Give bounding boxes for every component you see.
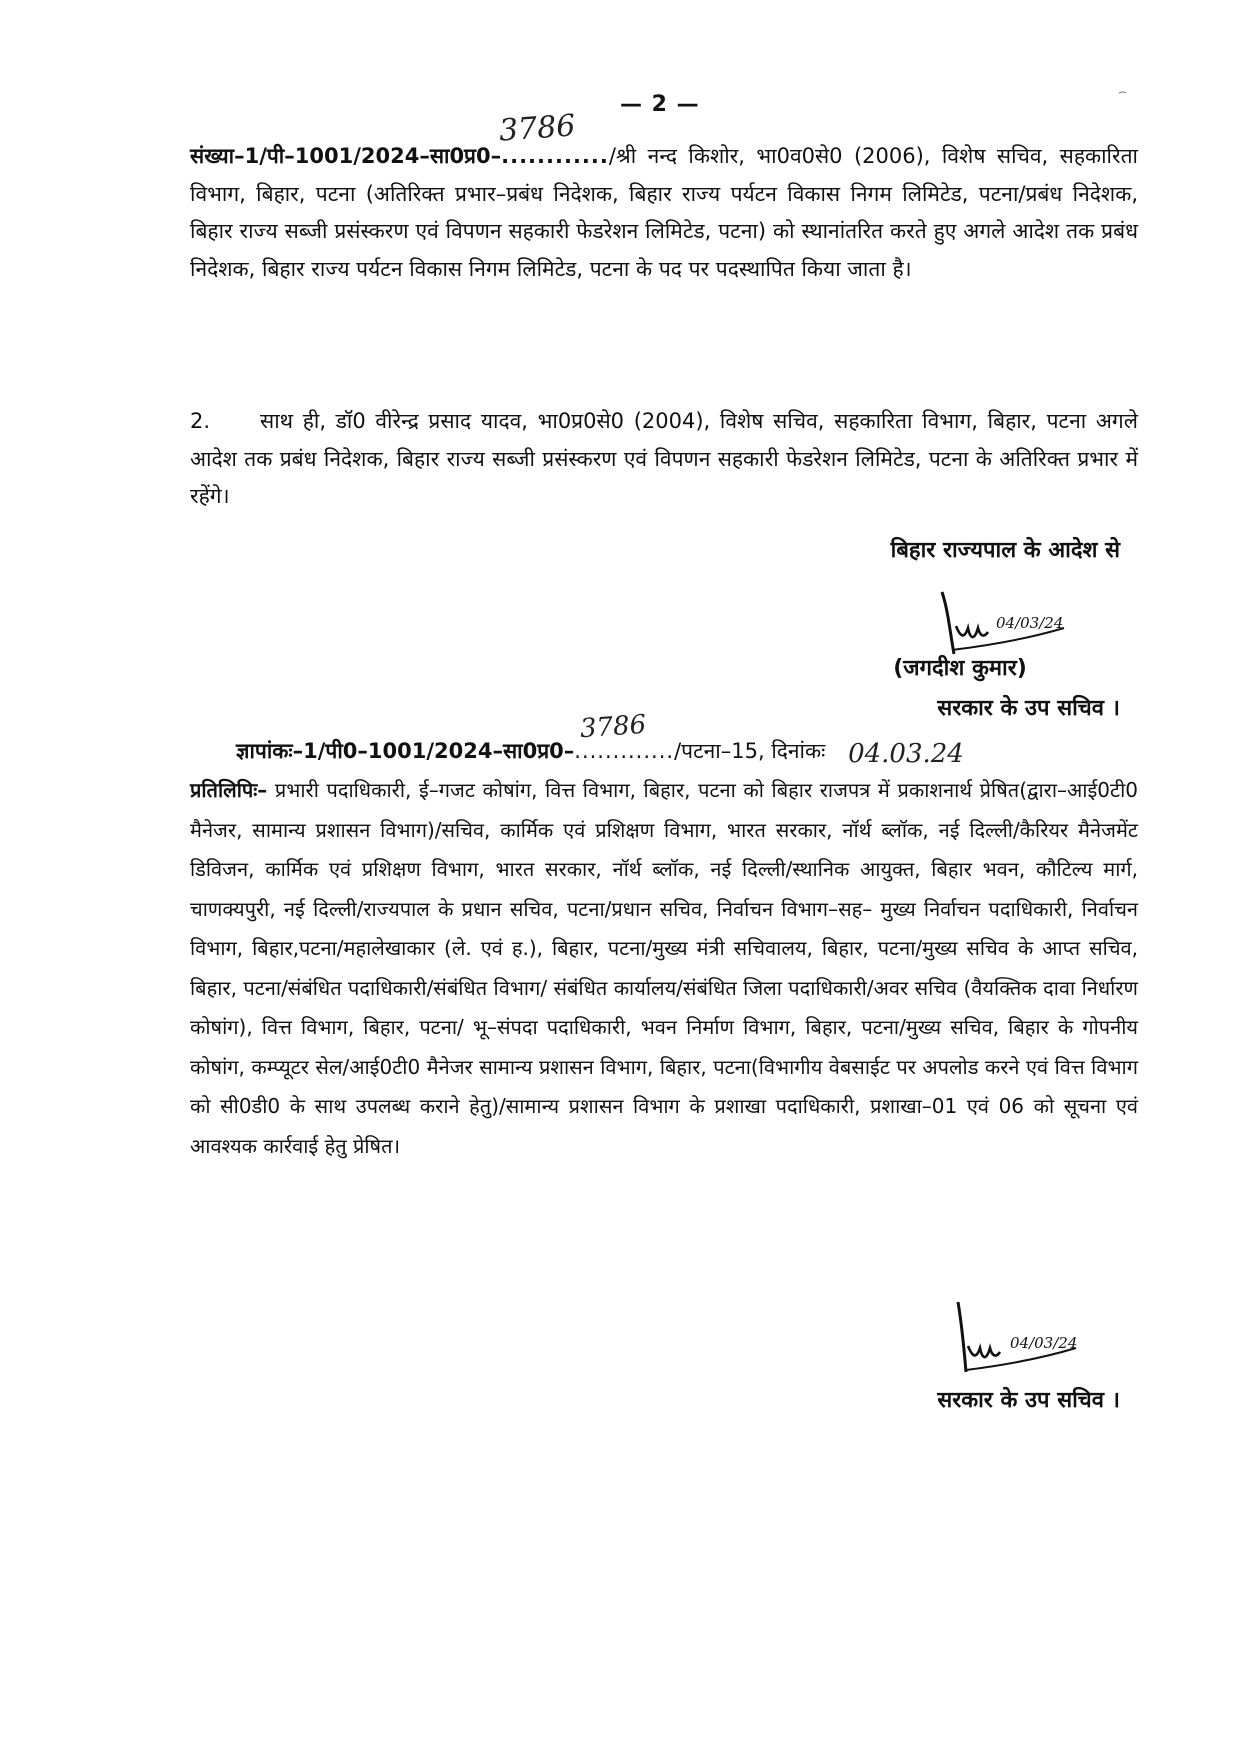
paragraph-2 <box>190 403 1138 516</box>
paragraph-2-number: 2. <box>190 409 211 433</box>
copy-to-label: प्रतिलिपिः– <box>190 778 268 802</box>
signature-2-date: 04/03/24 <box>1010 1334 1078 1352</box>
by-order-of-governor: बिहार राज्यपाल के आदेश से <box>890 538 1120 563</box>
memo-reference-line <box>236 709 1136 770</box>
signatory-name: (जगदीश कुमार) <box>893 656 1027 681</box>
signature-2 <box>950 1300 1110 1380</box>
paragraph-2-text: साथ ही, डॉ0 वीरेन्द्र प्रसाद यादव, भा0प्र0से0 (2004), विशेष सचिव, सहकारिता विभाग, बिहार, पटना अगले आदेश तक प्रबंध निदेशक, बिहार राज्य सब्जी प्रसंस्करण एवं विपणन सहकारी फेडरेशन लिमिटेड, पटना के अतिरिक्त प्रभार में रहेंगे। <box>190 409 1138 508</box>
memo-ref-dots: ............. <box>574 739 675 763</box>
order-ref-number: 3786 <box>497 108 577 149</box>
memo-ref-number-wrapper <box>574 709 675 770</box>
corner-mark: ⌢ <box>1118 84 1128 100</box>
memo-place-date-label: /पटना–15, दिनांकः <box>674 739 826 763</box>
page-number: — 2 — <box>620 92 700 117</box>
order-paragraph <box>190 108 1138 288</box>
memo-date: 04.03.24 <box>848 739 964 769</box>
order-ref-dots: ............ <box>501 144 609 168</box>
order-text: /श्री नन्द किशोर, भा0व0से0 (2006), विशेष सचिव, सहकारिता विभाग, बिहार, पटना (अतिरिक्त प्रभार–प्रबंध निदेशक, बिहार राज्य पर्यटन विकास निगम लिमिटेड, पटना/प्रबंध निदेशक, बिहार राज्य सब्जी प्रसंस्करण एवं विपणन सहकारी फेडरेशन लिमिटेड, पटना) को स्थानांतरित करते हुए अगले आदेश तक प्रबंध निदेशक, बिहार राज्य पर्यटन विकास निगम लिमिटेड, पटना के पद पर पदस्थापित किया जाता है। <box>190 144 1138 281</box>
copy-to-text: प्रभारी पदाधिकारी, ई–गजट कोषांग, वित्त विभाग, बिहार, पटना को बिहार राजपत्र में प्रकाशनार्थ प्रेषित(द्वारा–आई0टी0 मैनेजर, सामान्य प्रशासन विभाग)/सचिव, कार्मिक एवं प्रशिक्षण विभाग, भारत सरकार, नॉर्थ ब्लॉक, नई दिल्ली/कैरियर मैनेजमेंट डिविजन, कार्मिक एवं प्रशिक्षण विभाग, भारत सरकार, नॉर्थ ब्लॉक, नई दिल्ली/स्थानिक आयुक्त, बिहार भवन, कौटिल्य मार्ग, चाणक्यपुरी, नई दिल्ली/राज्यपाल के प्रधान सचिव, पटना/प्रधान सचिव, निर्वाचन विभाग–सह– मुख्य निर्वाचन पदाधिकारी, निर्वाचन विभाग, बिहार,पटना/महालेखाकार (ले. एवं ह.), बिहार, पटना/मुख्य मंत्री सचिवालय, बिहार, पटना/मुख्य सचिव के आप्त सचिव, बिहार, पटना/संबंधित पदाधिकारी/संबंधित विभाग/ संबंधित कार्यालय/संबंधित जिला पदाधिकारी/अवर सचिव (वैयक्तिक दावा निर्धारण कोषांग), वित्त विभाग, बिहार, पटना/ भू–संपदा पदाधिकारी, भवन निर्माण विभाग, बिहार, पटना/मुख्य सचिव, बिहार के गोपनीय कोषांग, कम्प्यूटर सेल/आई0टी0 मैनेजर सामान्य प्रशासन विभाग, बिहार, पटना(विभागीय वेबसाईट पर अपलोड करने एवं वित्त विभाग को सी0डी0 के साथ उपलब्ध कराने हेतु)/सामान्य प्रशासन विभाग के प्रशाखा पदाधिकारी, प्रशाखा–01 एवं 06 को सूचना एवं आवश्यक कार्रवाई हेतु प्रेषित। <box>190 778 1139 1158</box>
order-ref-number-wrapper <box>497 108 609 176</box>
memo-ref-number: 3786 <box>579 709 648 745</box>
copy-to-paragraph <box>190 771 1138 1166</box>
memo-reference: ज्ञापांकः–1/पी0–1001/2024–सा0प्र0– <box>236 739 575 763</box>
signatory-designation: सरकार के उप सचिव । <box>937 696 1120 721</box>
signature-1-date: 04/03/24 <box>996 614 1064 632</box>
order-reference: संख्या–1/पी–1001/2024–सा0प्र0– <box>190 144 502 168</box>
signature-1 <box>934 588 1104 660</box>
closing-designation: सरकार के उप सचिव । <box>937 1388 1120 1413</box>
